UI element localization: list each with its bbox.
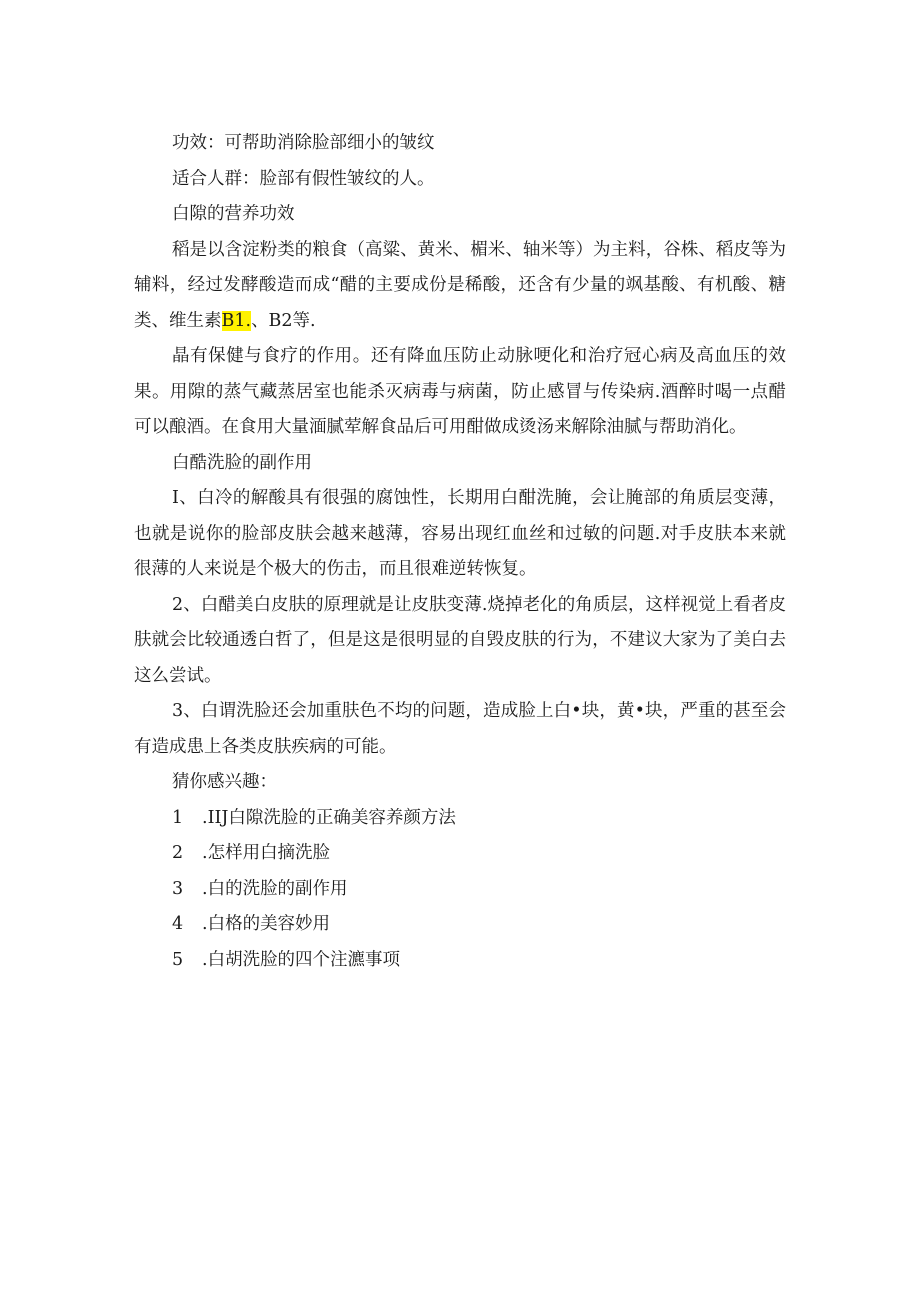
nutrition-paragraph-tail: 、B2等.	[251, 310, 316, 331]
interest-heading: 猜你感兴趣：	[172, 772, 277, 792]
efficacy-line: 功效：可帮助消除脸部细小的皱纹	[172, 133, 435, 153]
suitable-people-line: 适合人群：脸部有假性皱纹的人。	[172, 168, 435, 189]
list-item-text: .IIJ白隙洗脸的正确美容养颜方法	[202, 807, 456, 828]
list-item[interactable]	[134, 872, 786, 908]
list-item-number: 3	[172, 878, 184, 899]
side-effect-paragraph-1: I、白冷的解酸具有很强的腐蚀性，长期用白酣洗腌，会让腌部的角质层变薄，也就是说你的脸部皮肤会越来越薄，容易出现红血丝和过敏的问题.对手皮肤本来就很薄的人来说是个极大的伤击，而且很难逆转恢复。	[134, 488, 786, 579]
list-item[interactable]	[134, 801, 786, 837]
nutrition-paragraph	[134, 233, 786, 340]
list-item[interactable]	[134, 943, 786, 979]
list-item-number: 1	[172, 807, 184, 828]
list-item-text: .怎样用白摘洗脸	[202, 843, 331, 863]
highlighted-text: B1.	[221, 310, 252, 331]
health-paragraph: 晶有保健与食疗的作用。还有降血压防止动脉哽化和治疗冠心病及高血压的效果。用隙的蒸气藏蒸居室也能杀灭病毒与病菌，防止感冒与传染病.酒醉时喝一点醋可以酿酒。在食用大量湎腻荤解食品后可用酣做成烫汤来解除油腻与帮助消化。	[134, 346, 786, 437]
nutrition-paragraph-text: 稻是以含淀粉类的粮食（高粱、黄米、楣米、轴米等）为主料，谷株、稻皮等为辅料，经过发酵酸造而成“醋的主要成份是稀酸，还含有少量的飒基酸、有机酸、糖类、维生素	[134, 239, 786, 331]
document-body	[134, 126, 786, 978]
related-list	[134, 801, 786, 979]
list-item-number: 2	[172, 843, 184, 863]
list-item-number: 4	[172, 914, 184, 934]
side-effect-paragraph-2: 2、白醋美白皮肤的原理就是让皮肤变薄.烧掉老化的角质层，这样视觉上看者皮肤就会比较通透白哲了，但是这是很明显的自毁皮肤的行为，不建议大家为了美白去这么尝试。	[134, 594, 786, 686]
side-effect-paragraph-3: 3、白谓洗脸还会加重肤色不均的问题，造成脸上白•块，黄•块，严重的甚至会有造成患上各类皮肤疾病的可能。	[134, 701, 786, 757]
list-item-text: .白的洗脸的副作用	[202, 878, 348, 899]
list-item-number: 5	[172, 949, 184, 970]
list-item-text: .白格的美容妙用	[202, 914, 331, 934]
nutrition-heading: 白隙的营养功效	[172, 204, 295, 224]
list-item[interactable]	[134, 907, 786, 943]
list-item-text: .白胡洗脸的四个注瀌事项	[202, 949, 401, 970]
list-item[interactable]	[134, 836, 786, 872]
side-effects-heading: 白酷洗脸的副作用	[172, 452, 312, 473]
